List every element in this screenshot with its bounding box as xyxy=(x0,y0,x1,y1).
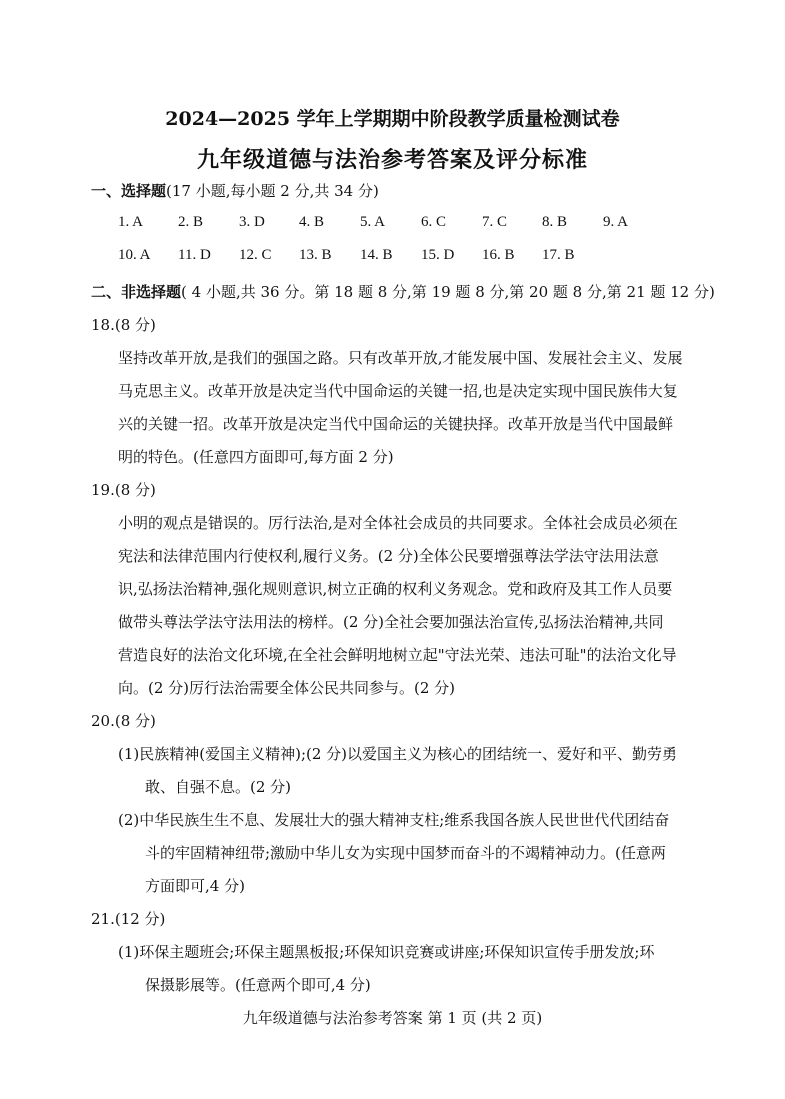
answer-item: 4. B xyxy=(299,214,325,230)
q20-part1-line: (1)民族精神(爱国主义精神);(2 分)以爱国主义为核心的团结统一、爱好和平、勤劳勇 xyxy=(118,745,678,763)
answer-item: 8. B xyxy=(542,214,568,230)
section1-note: (17 小题,每小题 2 分,共 34 分) xyxy=(166,182,379,200)
answer-item: 10. A xyxy=(118,247,151,263)
q19-line: 营造良好的法治文化环境,在全社会鲜明地树立起"守法光荣、违法可耻"的法治文化导 xyxy=(118,646,677,664)
answer-item: 14. B xyxy=(360,247,393,263)
answer-item: 3. D xyxy=(239,214,265,230)
section1-heading xyxy=(91,180,379,201)
q19-line: 小明的观点是错误的。厉行法治,是对全体社会成员的共同要求。全体社会成员必须在 xyxy=(118,514,678,532)
page-footer: 九年级道德与法治参考答案 第 1 页 (共 2 页) xyxy=(242,1009,543,1027)
answer-item: 1. A xyxy=(118,214,144,230)
q21-part1-line: 保摄影展等。(任意两个即可,4 分) xyxy=(145,976,371,994)
answer-item: 6. C xyxy=(421,214,447,230)
answer-item: 11. D xyxy=(178,247,211,263)
section1-label: 一、选择题 xyxy=(91,182,167,200)
section2-heading xyxy=(91,281,715,302)
answer-item: 17. B xyxy=(542,247,575,263)
q18-line: 兴的关键一招。改革开放是决定当代中国命运的关键抉择。改革开放是当代中国最鲜 xyxy=(118,415,674,433)
answer-item: 16. B xyxy=(482,247,515,263)
section2-label: 二、非选择题 xyxy=(91,283,182,301)
q18-heading: 18.(8 分) xyxy=(91,316,156,334)
answer-item: 2. B xyxy=(178,214,204,230)
q20-part2-line: 方面即可,4 分) xyxy=(145,877,245,895)
q20-part1-line: 敢、自强不息。(2 分) xyxy=(145,778,292,796)
exam-title: 2024—2025 学年上学期期中阶段教学质量检测试卷 xyxy=(165,108,620,130)
section2-note: ( 4 小题,共 36 分。第 18 题 8 分,第 19 题 8 分,第 20 题 8 分,第 21 题 12 分) xyxy=(181,283,715,301)
answer-item: 5. A xyxy=(360,214,386,230)
q21-heading: 21.(12 分) xyxy=(91,910,166,928)
answer-item: 13. B xyxy=(299,247,332,263)
answer-item: 7. C xyxy=(482,214,508,230)
q19-line: 识,弘扬法治精神,强化规则意识,树立正确的权利义务观念。党和政府及其工作人员要 xyxy=(118,580,673,598)
q20-heading: 20.(8 分) xyxy=(91,712,156,730)
q19-heading: 19.(8 分) xyxy=(91,481,156,499)
answer-item: 12. C xyxy=(239,247,272,263)
q18-line: 明的特色。(任意四方面即可,每方面 2 分) xyxy=(118,448,394,466)
answer-key-subtitle: 九年级道德与法治参考答案及评分标准 xyxy=(196,147,588,173)
q18-line: 坚持改革开放,是我们的强国之路。只有改革开放,才能发展中国、发展社会主义、发展 xyxy=(118,349,683,367)
q20-part2-line: (2)中华民族生生不息、发展壮大的强大精神支柱;维系我国各族人民世世代代团结奋 xyxy=(118,811,670,829)
answer-item: 9. A xyxy=(603,214,629,230)
q21-part1-line: (1)环保主题班会;环保主题黑板报;环保知识竞赛或讲座;环保知识宣传手册发放;环 xyxy=(118,943,655,961)
q18-line: 马克思主义。改革开放是决定当代中国命运的关键一招,也是决定实现中国民族伟大复 xyxy=(118,382,678,400)
q19-line: 宪法和法律范围内行使权利,履行义务。(2 分)全体公民要增强尊法学法守法用法意 xyxy=(118,547,659,565)
q19-line: 做带头尊法学法守法用法的榜样。(2 分)全社会要加强法治宣传,弘扬法治精神,共同 xyxy=(118,613,664,631)
q20-part2-line: 斗的牢固精神纽带;激励中华儿女为实现中国梦而奋斗的不竭精神动力。(任意两 xyxy=(145,844,666,862)
answer-item: 15. D xyxy=(421,247,455,263)
q19-line: 向。(2 分)厉行法治需要全体公民共同参与。(2 分) xyxy=(118,679,456,697)
